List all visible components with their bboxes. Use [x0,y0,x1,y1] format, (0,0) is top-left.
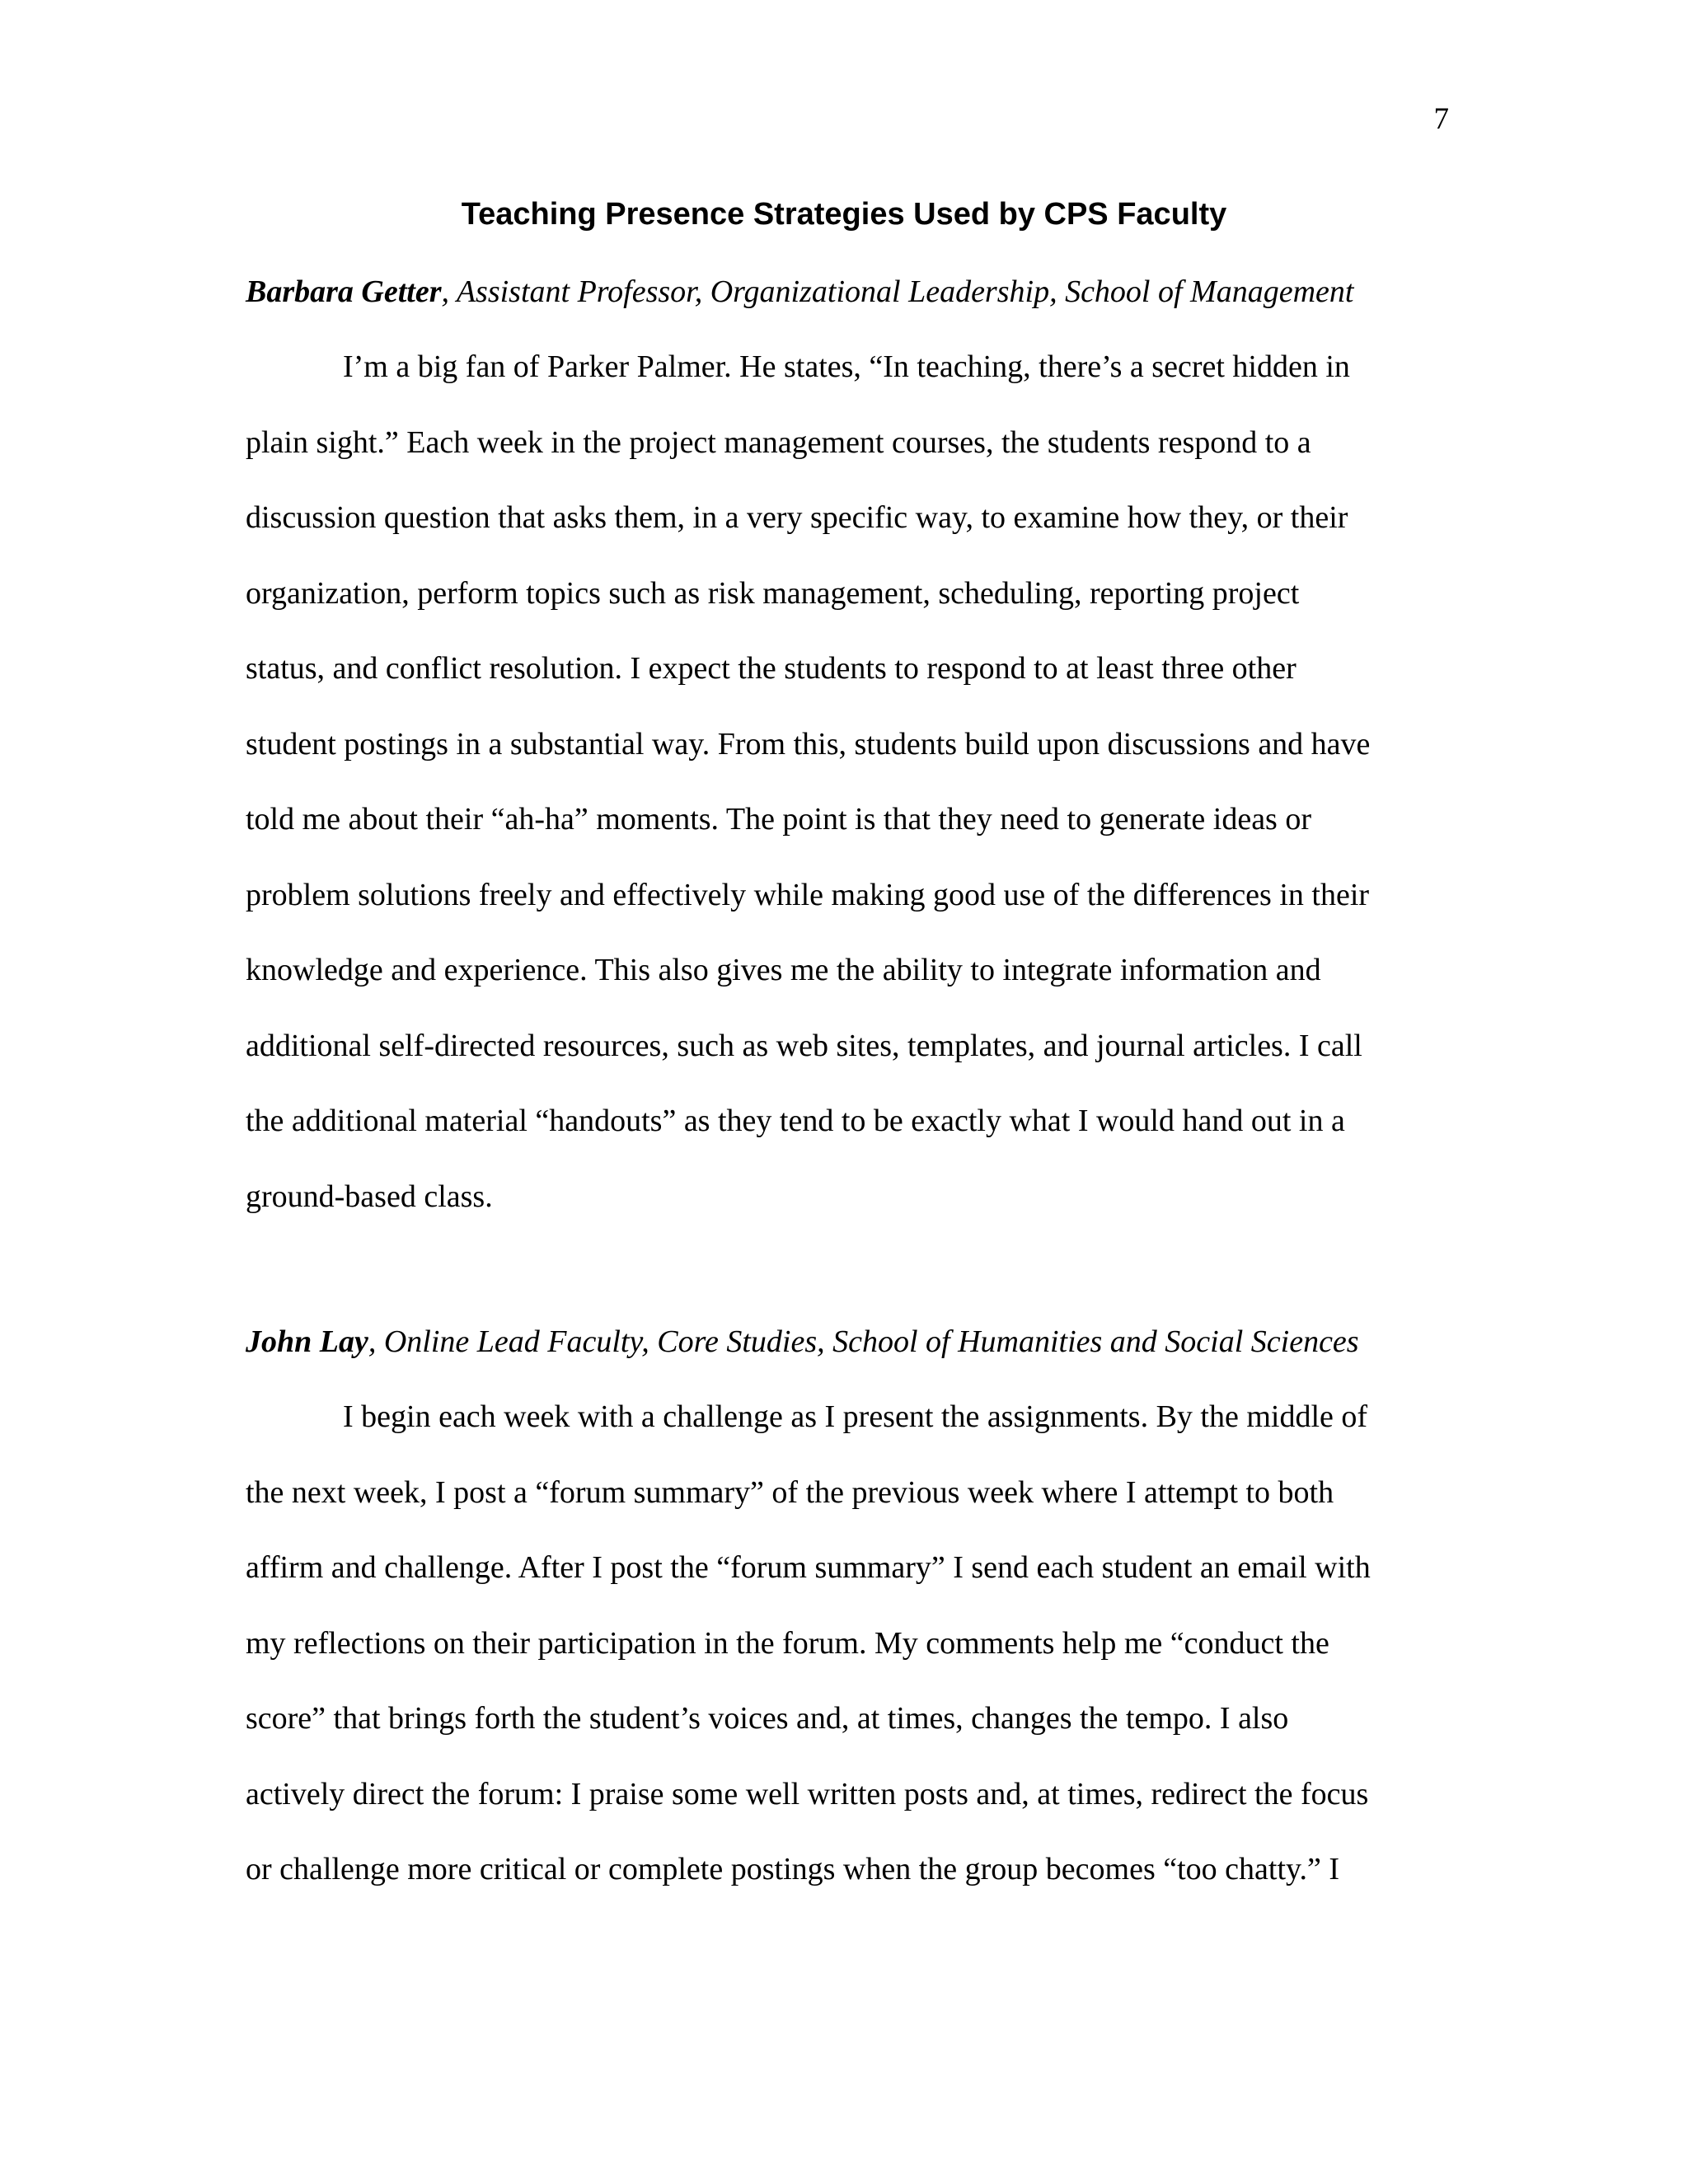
body-line: my reflections on their participation in the forum. My comments help me “conduct the [246,1625,1329,1661]
body-line: I begin each week with a challenge as I present the assignments. By the middle of [343,1399,1368,1434]
body-line: plain sight.” Each week in the project management courses, the students respond to a [246,424,1311,460]
section-byline-lay [246,1322,1441,1361]
section-body-lay [246,1397,1457,1925]
author-role: , Online Lead Faculty, Core Studies, School of Humanities and Social Sciences [368,1324,1359,1359]
page-number: 7 [1433,102,1449,136]
author-name: John Lay [246,1324,368,1359]
body-line: told me about their “ah-ha” moments. The point is that they need to generate ideas or [246,802,1312,837]
body-line: discussion question that asks them, in a very specific way, to examine how they, or their [246,500,1348,535]
section-byline-getter [246,272,1441,312]
body-line: score” that brings forth the student’s voices and, at times, changes the tempo. I also [246,1701,1289,1736]
section-body-getter [246,347,1457,1252]
author-role: , Assistant Professor, Organizational Leadership, School of Management [441,274,1354,309]
document-title: Teaching Presence Strategies Used by CPS Faculty [461,197,1227,232]
body-line: the additional material “handouts” as they tend to be exactly what I would hand out in a [246,1104,1345,1138]
body-line: the next week, I post a “forum summary” of the previous week where I attempt to both [246,1474,1334,1510]
body-line: status, and conflict resolution. I expect the students to respond to at least three other [246,651,1296,686]
body-line: problem solutions freely and effectively while making good use of the differences in their [246,877,1370,912]
body-line: organization, perform topics such as risk management, scheduling, reporting project [246,575,1300,611]
body-line: or challenge more critical or complete postings when the group becomes “too chatty.” I [246,1852,1340,1886]
author-name: Barbara Getter [246,274,442,309]
body-line: additional self-directed resources, such as web sites, templates, and journal articles. I call [246,1028,1362,1063]
body-line: student postings in a substantial way. From this, students build upon discussions and have [246,726,1371,762]
body-line: actively direct the forum: I praise some well written posts and, at times, redirect the focus [246,1776,1369,1811]
body-line: affirm and challenge. After I post the “forum summary” I send each student an email with [246,1550,1371,1585]
body-line: ground-based class. [246,1179,493,1214]
body-line: knowledge and experience. This also gives me the ability to integrate information and [246,953,1321,987]
body-line: I’m a big fan of Parker Palmer. He states, “In teaching, there’s a secret hidden in [343,349,1350,384]
